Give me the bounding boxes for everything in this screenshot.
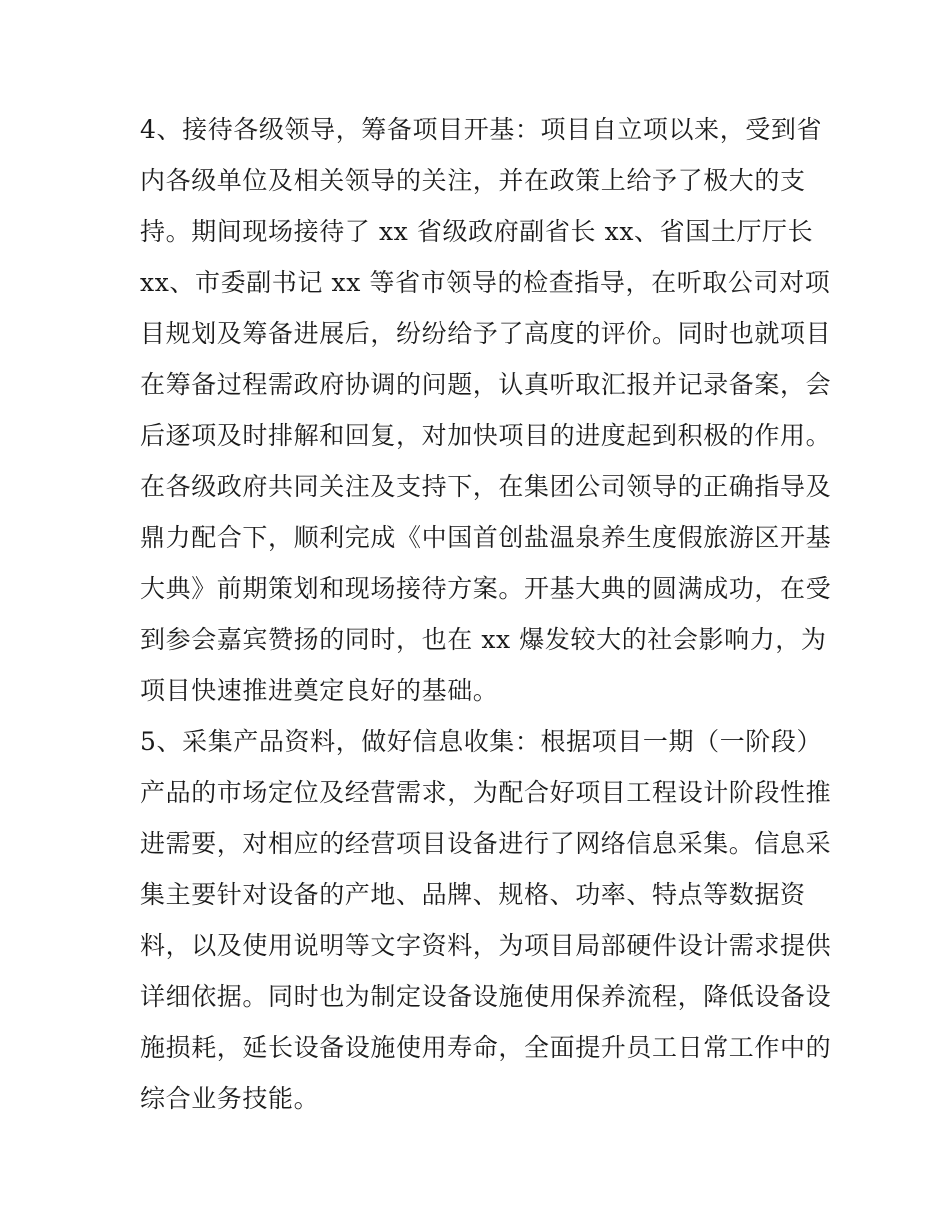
text-line: 大典》前期策划和现场接待方案。开基大典的圆满成功，在受	[140, 574, 832, 603]
paragraph-item-4	[140, 104, 832, 716]
text-line: 目规划及筹备进展后，纷纷给予了高度的评价。同时也就项目	[140, 319, 832, 348]
text-line: 内各级单位及相关领导的关注，并在政策上给予了极大的支	[140, 166, 806, 195]
text-line: xx、市委副书记 xx 等省市领导的检查指导，在听取公司对项	[140, 268, 831, 297]
document-body	[140, 104, 832, 1124]
text-line: 详细依据。同时也为制定设备设施使用保养流程，降低设备设	[140, 982, 832, 1011]
text-line: 在筹备过程需政府协调的问题，认真听取汇报并记录备案，会	[140, 370, 832, 399]
text-line: 集主要针对设备的产地、品牌、规格、功率、特点等数据资	[140, 880, 806, 909]
text-line: 综合业务技能。	[140, 1084, 320, 1113]
text-line: 进需要，对相应的经营项目设备进行了网络信息采集。信息采	[140, 829, 832, 858]
text-line: 产品的市场定位及经营需求，为配合好项目工程设计阶段性推	[140, 778, 832, 807]
paragraph-item-5	[140, 716, 832, 1124]
text-line: 项目快速推进奠定良好的基础。	[140, 676, 499, 705]
text-line: 鼎力配合下，顺利完成《中国首创盐温泉养生度假旅游区开基	[140, 523, 832, 552]
text-line: 到参会嘉宾赞扬的同时，也在 xx 爆发较大的社会影响力，为	[140, 625, 827, 654]
text-line: 料，以及使用说明等文字资料，为项目局部硬件设计需求提供	[140, 931, 832, 960]
text-line: 在各级政府共同关注及支持下，在集团公司领导的正确指导及	[140, 472, 832, 501]
text-line: 持。期间现场接待了 xx 省级政府副省长 xx、省国土厅厅长	[140, 217, 814, 246]
text-line: 后逐项及时排解和回复，对加快项目的进度起到积极的作用。	[140, 421, 832, 450]
text-line: 4、接待各级领导，筹备项目开基：项目自立项以来，受到省	[140, 115, 823, 144]
text-line: 施损耗，延长设备设施使用寿命，全面提升员工日常工作中的	[140, 1033, 832, 1062]
text-line: 5、采集产品资料，做好信息收集：根据项目一期（一阶段）	[140, 727, 823, 756]
